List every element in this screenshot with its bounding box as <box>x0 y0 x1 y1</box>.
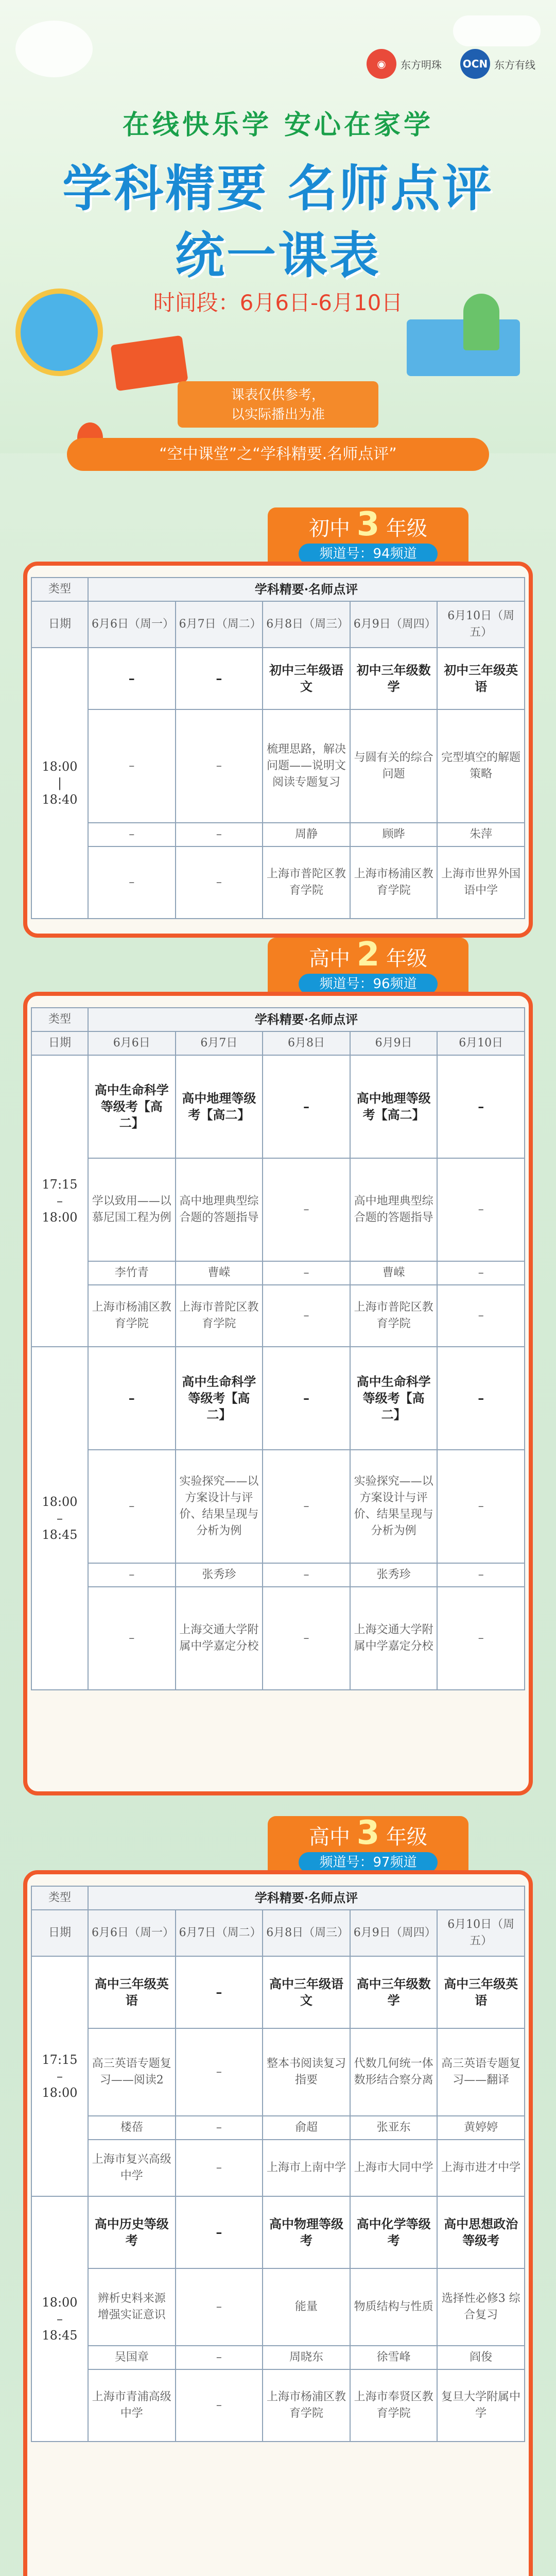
cloud-decoration <box>15 21 93 77</box>
table-row: 17:15 – 18:00 高中三年级英语 – 高中三年级语文 高中三年级数学 高中三年级英语 <box>31 1956 525 2028</box>
grade-tab-3 <box>268 1816 468 1878</box>
table-row: 18:00 – 18:45 – 高中生命科学等级考【高二】 – 高中生命科学等级考【高二】 – <box>31 1347 525 1450</box>
main-title: 学科精要 名师点评 <box>62 160 494 217</box>
table-row: – 张秀珍 – 张秀珍 – <box>31 1563 525 1587</box>
table-row: 上海市复兴高级中学 – 上海市上南中学 上海市大同中学 上海市进才中学 <box>31 2140 525 2196</box>
cloud-decoration <box>453 15 541 46</box>
table-row: 上海市杨浦区教育学院 上海市普陀区教育学院 – 上海市普陀区教育学院 – <box>31 1285 525 1347</box>
channel-badge: 频道号：96频道 <box>299 974 438 994</box>
brand-logo-2: OCN 东方有线 <box>460 49 535 79</box>
logo-group <box>367 49 535 79</box>
grade-title: 初中 3 年级 <box>309 505 427 544</box>
table-row: 18:00 | 18:40 – – 初中三年级语文 初中三年级数学 初中三年级英语 <box>31 648 525 709</box>
slogan: 在线快乐学 安心在家学 <box>122 110 434 141</box>
table-row: – – 周静 顾晔 朱萍 <box>31 823 525 846</box>
schedule-table-2 <box>31 1007 525 1690</box>
disclaimer-note <box>178 381 378 428</box>
header <box>0 0 556 453</box>
table-row: 类型 学科精要·名师点评 <box>31 1886 525 1910</box>
main-title-2: 统一课表 <box>175 227 381 284</box>
ocn-logo-icon: OCN <box>460 49 490 79</box>
table-row: 17:15 – 18:00 高中生命科学等级考【高二】 高中地理等级考【高二】 – 高中地理等级考【高二】 – <box>31 1055 525 1158</box>
book-stack-icon <box>110 335 188 392</box>
grade-tab-1 <box>268 507 468 569</box>
table-row: 日期 6月6日 6月7日 6月8日 6月9日 6月10日 <box>31 1031 525 1055</box>
table-row: – 上海交通大学附属中学嘉定分校 – 上海交通大学附属中学嘉定分校 – <box>31 1587 525 1690</box>
table-row: 类型 学科精要·名师点评 <box>31 578 525 601</box>
note-line: 以实际播出为准 <box>231 407 325 422</box>
channel-badge: 频道号：97频道 <box>299 1852 438 1873</box>
table-row: – – 上海市普陀区教育学院 上海市杨浦区教育学院 上海市世界外国语中学 <box>31 846 525 919</box>
table-row: 上海市青浦高级中学 – 上海市杨浦区教育学院 上海市奉贤区教育学院 复旦大学附属中学 <box>31 2369 525 2442</box>
table-row: 日期 6月6日（周一） 6月7日（周二） 6月8日（周三） 6月9日（周四） 6月10日（周五） <box>31 1910 525 1956</box>
grade-title: 高中 3 年级 <box>309 1814 427 1852</box>
channel-badge: 频道号：94频道 <box>299 544 438 564</box>
table-row: – – 梳理思路，解决问题——说明文阅读专题复习 与圆有关的综合问题 完型填空的解题策略 <box>31 709 525 823</box>
table-row: 日期 6月6日（周一） 6月7日（周二） 6月8日（周三） 6月9日（周四） 6月10日（周五） <box>31 601 525 648</box>
schedule-table-1 <box>31 577 525 919</box>
table-row: 辨析史料来源 增强实证意识 – 能量 物质结构与性质 选择性必修3 综合复习 <box>31 2268 525 2346</box>
brand-logo-1: ◉ 东方明珠 <box>367 49 442 79</box>
table-row: 类型 学科精要·名师点评 <box>31 1008 525 1031</box>
note-line: 课表仅供参考， <box>231 387 325 403</box>
table-row: 吴国章 – 周晓东 徐雪峰 阎俊 <box>31 2346 525 2369</box>
table-row: 18:00 – 18:45 高中历史等级考 – 高中物理等级考 高中化学等级考 高中思想政治等级考 <box>31 2196 525 2268</box>
table-row: 李竹青 曹嵘 – 曹嵘 – <box>31 1261 525 1285</box>
table-row: – 实验探究——以方案设计与评价、结果呈现与分析为例 – 实验探究——以方案设计与评价、结果呈现与分析为例 – <box>31 1450 525 1563</box>
table-row: 学以致用——以慕尼国工程为例 高中地理典型综合题的答题指导 – 高中地理典型综合题的答题指导 – <box>31 1158 525 1261</box>
time-period: 时间段：6月6日-6月10日 <box>153 290 403 315</box>
table-row: 高三英语专题复习——阅读2 – 整本书阅读复习指要 代数几何统一体 数形结合察分离 高三英语专题复习——翻译 <box>31 2028 525 2116</box>
schedule-table-3 <box>31 1886 525 2442</box>
section-banner: “空中课堂”之“学科精要.名师点评” <box>67 438 489 471</box>
table-row: 楼蓓 – 俞超 张亚东 黄婷婷 <box>31 2116 525 2140</box>
pearl-logo-icon: ◉ <box>367 49 396 79</box>
grade-tab-2 <box>268 938 468 999</box>
grade-title: 高中 2 年级 <box>309 936 427 974</box>
